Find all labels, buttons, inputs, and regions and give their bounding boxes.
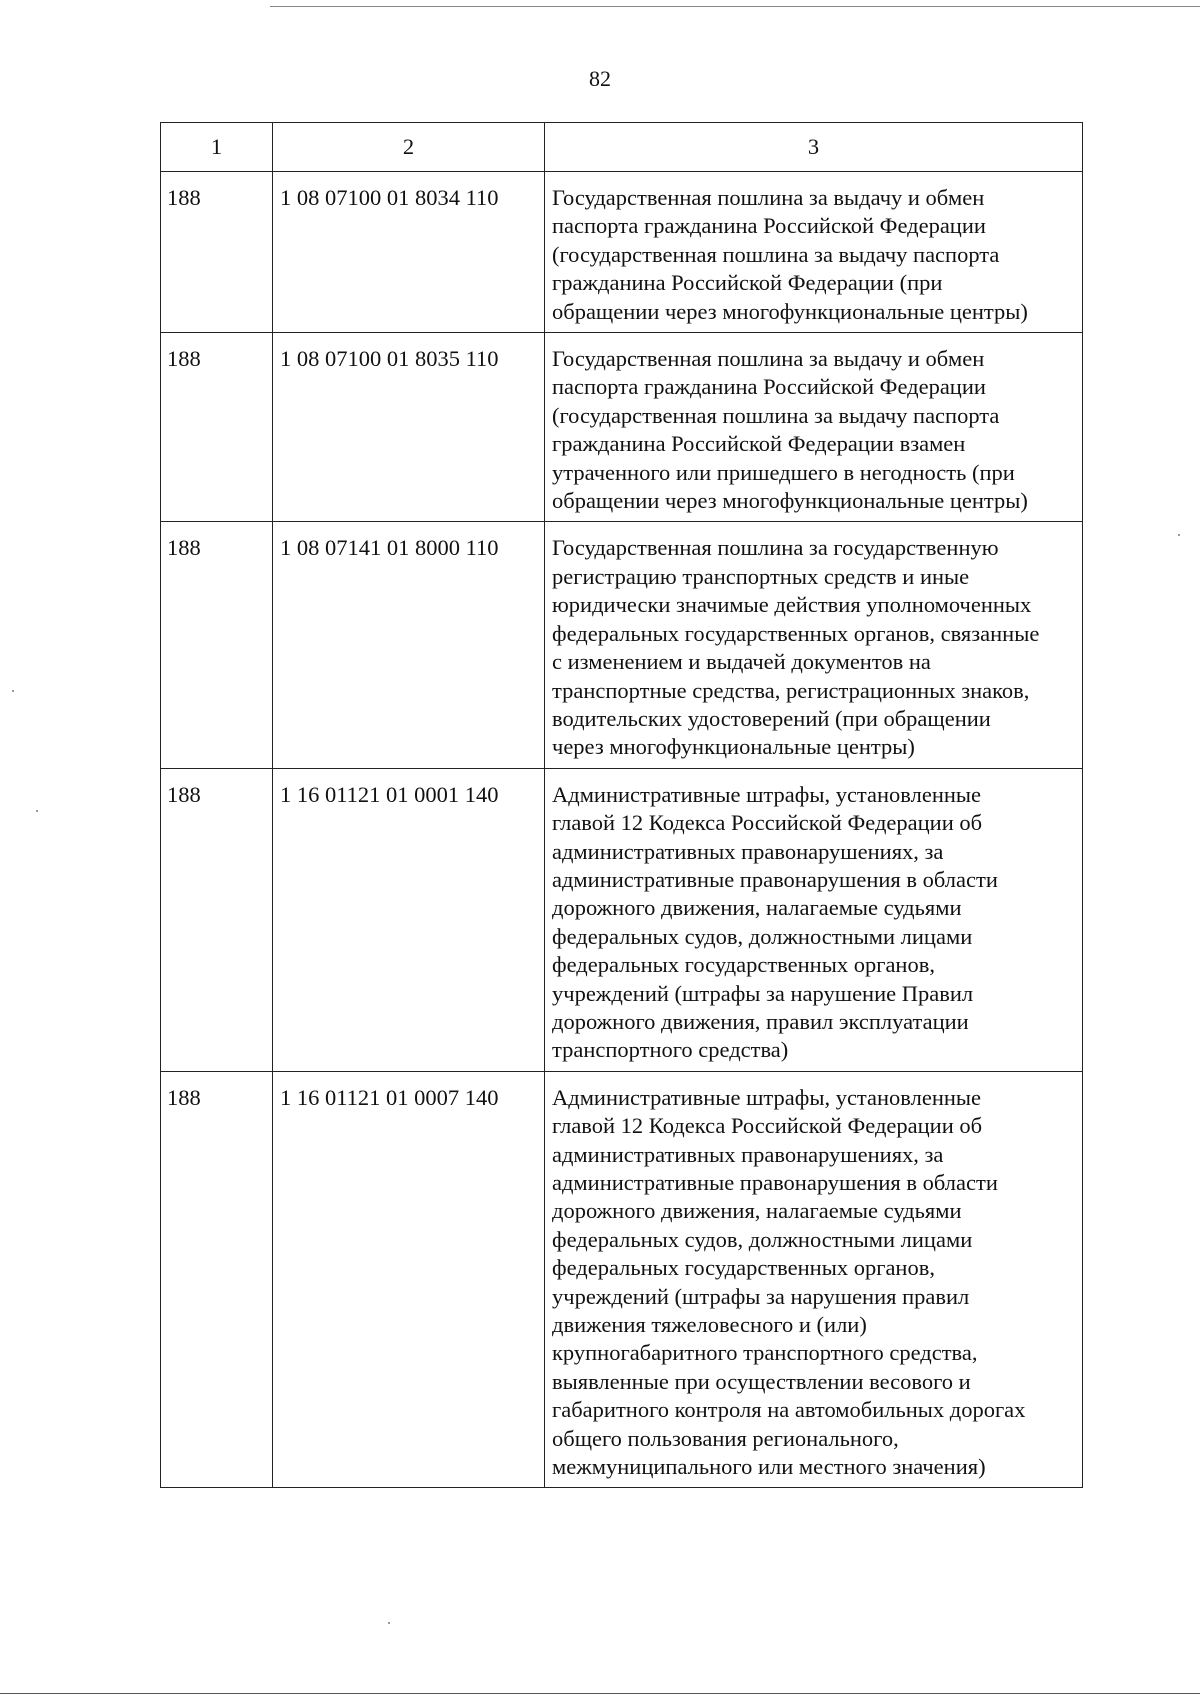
description-cell [545, 522, 1083, 768]
description-line: административные правонарушения в области [552, 866, 998, 892]
table-row [161, 172, 1083, 333]
description-line: транспортные средства, регистрационных знаков, [552, 677, 1030, 703]
header-col-2: 2 [273, 123, 545, 172]
budget-class-code-cell: 1 08 07141 01 8000 110 [273, 522, 545, 768]
description-line: Административные штрафы, установленные [552, 781, 982, 807]
description-line: федеральных судов, должностными лицами [552, 923, 973, 949]
description-line: (государственная пошлина за выдачу паспорта [552, 241, 1000, 267]
description-line: Административные штрафы, установленные [552, 1084, 982, 1110]
admin-code-cell: 188 [161, 1071, 273, 1488]
description-line: учреждений (штрафы за нарушение Правил [552, 980, 974, 1006]
description-line: межмуниципального или местного значения) [552, 1454, 986, 1480]
description-line: габаритного контроля на автомобильных дорогах [552, 1397, 1026, 1423]
description-line: федеральных государственных органов, связанные [552, 620, 1040, 646]
description-line: административных правонарушениях, за [552, 1141, 944, 1167]
description-line: административные правонарушения в области [552, 1170, 998, 1195]
description-line: главой 12 Кодекса Российской Федерации об [552, 1113, 983, 1139]
description-line: транспортного средства) [552, 1037, 789, 1063]
admin-code-cell: 188 [161, 333, 273, 522]
description-line: водительских удостоверений (при обращении [552, 705, 991, 731]
description-line: гражданина Российской Федерации (при [552, 270, 943, 296]
description-cell [545, 1071, 1083, 1488]
description-line: федеральных судов, должностными лицами [552, 1226, 973, 1252]
description-line: регистрацию транспортных средств и иные [552, 563, 970, 589]
header-col-1: 1 [161, 123, 273, 172]
description-line: главой 12 Кодекса Российской Федерации об [552, 810, 983, 836]
description-line: утраченного или пришедшего в негодность (при [552, 459, 1015, 485]
description-line: гражданина Российской Федерации взамен [552, 431, 966, 457]
scan-speck [1178, 534, 1180, 536]
description-line: общего пользования регионального, [552, 1425, 899, 1451]
scan-edge-top [270, 6, 1200, 7]
description-line: дорожного движения, налагаемые судьями [552, 1198, 962, 1224]
scan-speck [36, 810, 38, 812]
scan-speck [12, 690, 14, 692]
description-line: обращении через многофункциональные центры) [552, 488, 1028, 514]
scan-speck [388, 1622, 390, 1624]
description-line: Государственная пошлина за выдачу и обмен [552, 346, 985, 372]
description-line: движения тяжеловесного и (или) [552, 1312, 867, 1338]
table-row [161, 768, 1083, 1071]
budget-class-code-cell: 1 08 07100 01 8034 110 [273, 172, 545, 333]
description-line: учреждений (штрафы за нарушения правил [552, 1283, 970, 1309]
description-cell [545, 333, 1083, 522]
table-row [161, 522, 1083, 768]
description-cell [545, 768, 1083, 1071]
description-line: обращении через многофункциональные центры) [552, 298, 1028, 324]
table-row [161, 333, 1083, 522]
description-line: федеральных государственных органов, [552, 1255, 935, 1281]
description-line: крупногабаритного транспортного средства, [552, 1340, 978, 1366]
description-line: через многофункциональные центры) [552, 734, 915, 760]
header-col-3: 3 [545, 123, 1083, 172]
budget-class-code-cell: 1 08 07100 01 8035 110 [273, 333, 545, 522]
description-cell [545, 172, 1083, 333]
admin-code-cell: 188 [161, 768, 273, 1071]
page-number: 82 [589, 66, 611, 91]
description-line: (государственная пошлина за выдачу паспорта [552, 402, 1000, 428]
scan-edge-bottom [0, 1693, 1200, 1694]
description-line: федеральных государственных органов, [552, 952, 935, 978]
budget-class-code-cell: 1 16 01121 01 0001 140 [273, 768, 545, 1071]
description-line: юридически значимые действия уполномоченных [552, 592, 1032, 618]
description-line: дорожного движения, налагаемые судьями [552, 895, 962, 921]
description-line: Государственная пошлина за выдачу и обмен [552, 185, 985, 210]
budget-codes-table [160, 122, 1083, 1488]
admin-code-cell: 188 [161, 172, 273, 333]
description-line: с изменением и выдачей документов на [552, 649, 931, 675]
description-line: Государственная пошлина за государственную [552, 535, 999, 561]
description-line: дорожного движения, правил эксплуатации [552, 1008, 969, 1034]
description-line: паспорта гражданина Российской Федерации [552, 213, 986, 239]
admin-code-cell: 188 [161, 522, 273, 768]
table-row [161, 1071, 1083, 1488]
description-line: административных правонарушениях, за [552, 838, 944, 864]
table-header-row [161, 123, 1083, 172]
description-line: выявленные при осуществлении весового и [552, 1368, 971, 1394]
description-line: паспорта гражданина Российской Федерации [552, 374, 986, 400]
budget-class-code-cell: 1 16 01121 01 0007 140 [273, 1071, 545, 1488]
